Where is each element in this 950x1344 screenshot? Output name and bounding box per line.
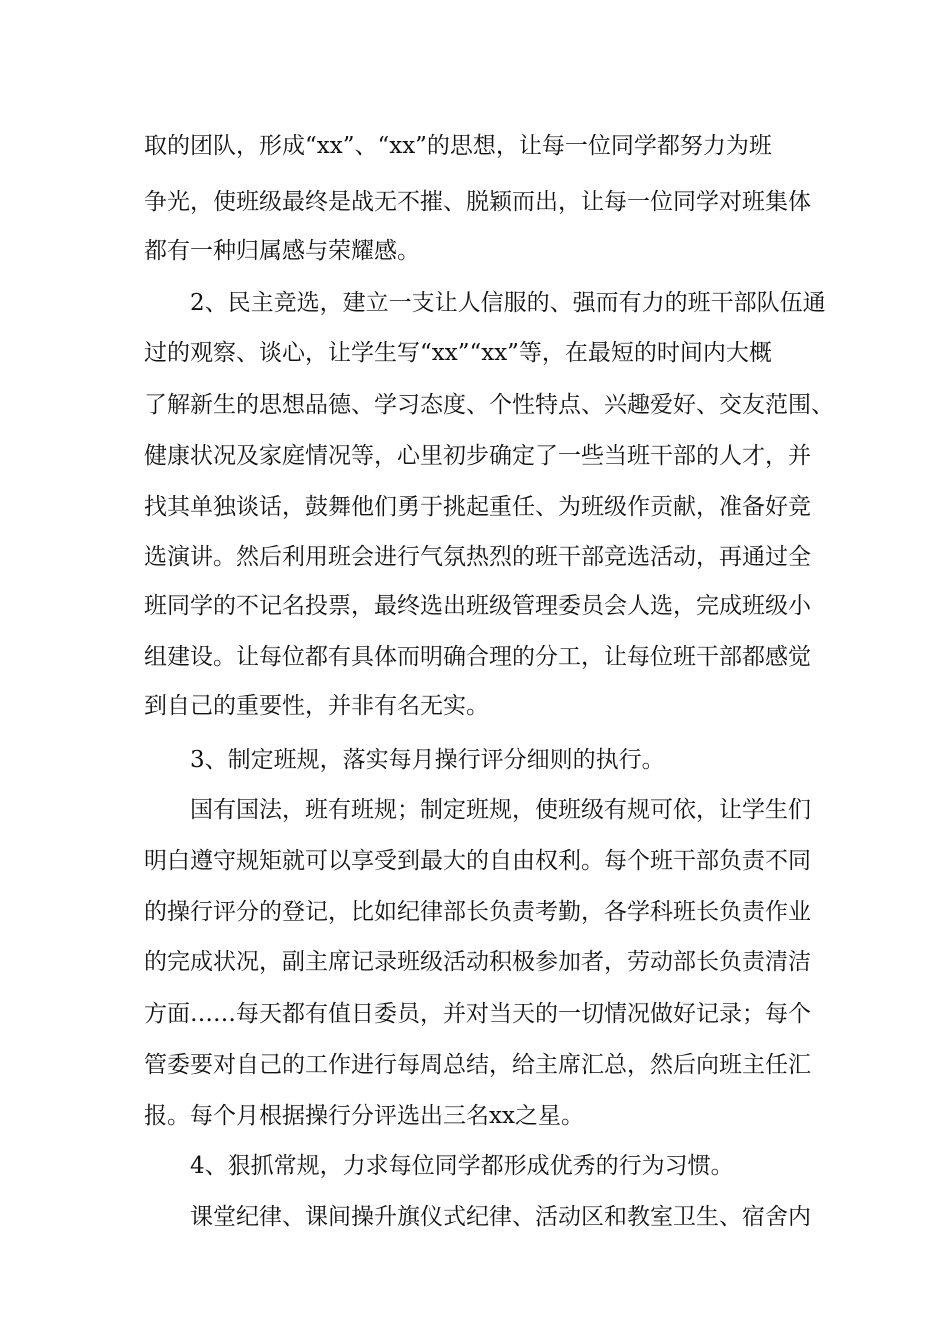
text-line: 报。每个月根据操行分评选出三名xx之星。	[144, 1103, 584, 1129]
text-line: 过的观察、谈心，让学生写“xx”“xx”等，在最短的时间内大概	[144, 340, 772, 366]
text-line: 的完成状况，副主席记录班级活动积极参加者，劳动部长负责清洁	[144, 949, 811, 975]
text-line: 都有一种归属感与荣耀感。	[144, 238, 420, 264]
text-line: 管委要对自己的工作进行每周总结，给主席汇总，然后向班主任汇	[144, 1052, 811, 1078]
text-line: 组建设。让每位都有具体而明确合理的分工，让每位班干部都感觉	[144, 644, 811, 670]
text-line: 选演讲。然后利用班会进行气氛热烈的班干部竞选活动，再通过全	[144, 544, 811, 570]
text-line: 课堂纪律、课间操升旗仪式纪律、活动区和教室卫生、宿舍内	[190, 1204, 811, 1230]
text-line: 了解新生的思想品德、学习态度、个性特点、兴趣爱好、交友范围、	[144, 392, 834, 418]
text-line: 到自己的重要性，并非有名无实。	[144, 693, 489, 719]
text-line: 健康状况及家庭情况等，心里初步确定了一些当班干部的人才，并	[144, 443, 811, 469]
text-line: 找其单独谈话，鼓舞他们勇于挑起重任、为班级作贡献，准备好竞	[144, 494, 811, 520]
text-line: 班同学的不记名投票，最终选出班级管理委员会人选，完成班级小	[144, 593, 811, 619]
text-line: 取的团队，形成“xx”、“xx”的思想，让每一位同学都努力为班	[144, 133, 772, 159]
text-line: 国有国法，班有班规；制定班规，使班级有规可依，让学生们	[190, 797, 811, 823]
text-line: 的操行评分的登记，比如纪律部长负责考勤，各学科班长负责作业	[144, 899, 811, 925]
text-line: 明白遵守规矩就可以享受到最大的自由权利。每个班干部负责不同	[144, 848, 811, 874]
text-line: 方面……每天都有值日委员，并对当天的一切情况做好记录；每个	[144, 1001, 811, 1027]
paragraph-heading: 3、制定班规，落实每月操行评分细则的执行。	[190, 747, 665, 773]
paragraph-heading: 4、狠抓常规，力求每位同学都形成优秀的行为习惯。	[190, 1153, 734, 1179]
paragraph-heading: 2、民主竞选，建立一支让人信服的、强而有力的班干部队伍通	[190, 290, 826, 316]
text-line: 争光，使班级最终是战无不摧、脱颖而出，让每一位同学对班集体	[144, 189, 811, 215]
